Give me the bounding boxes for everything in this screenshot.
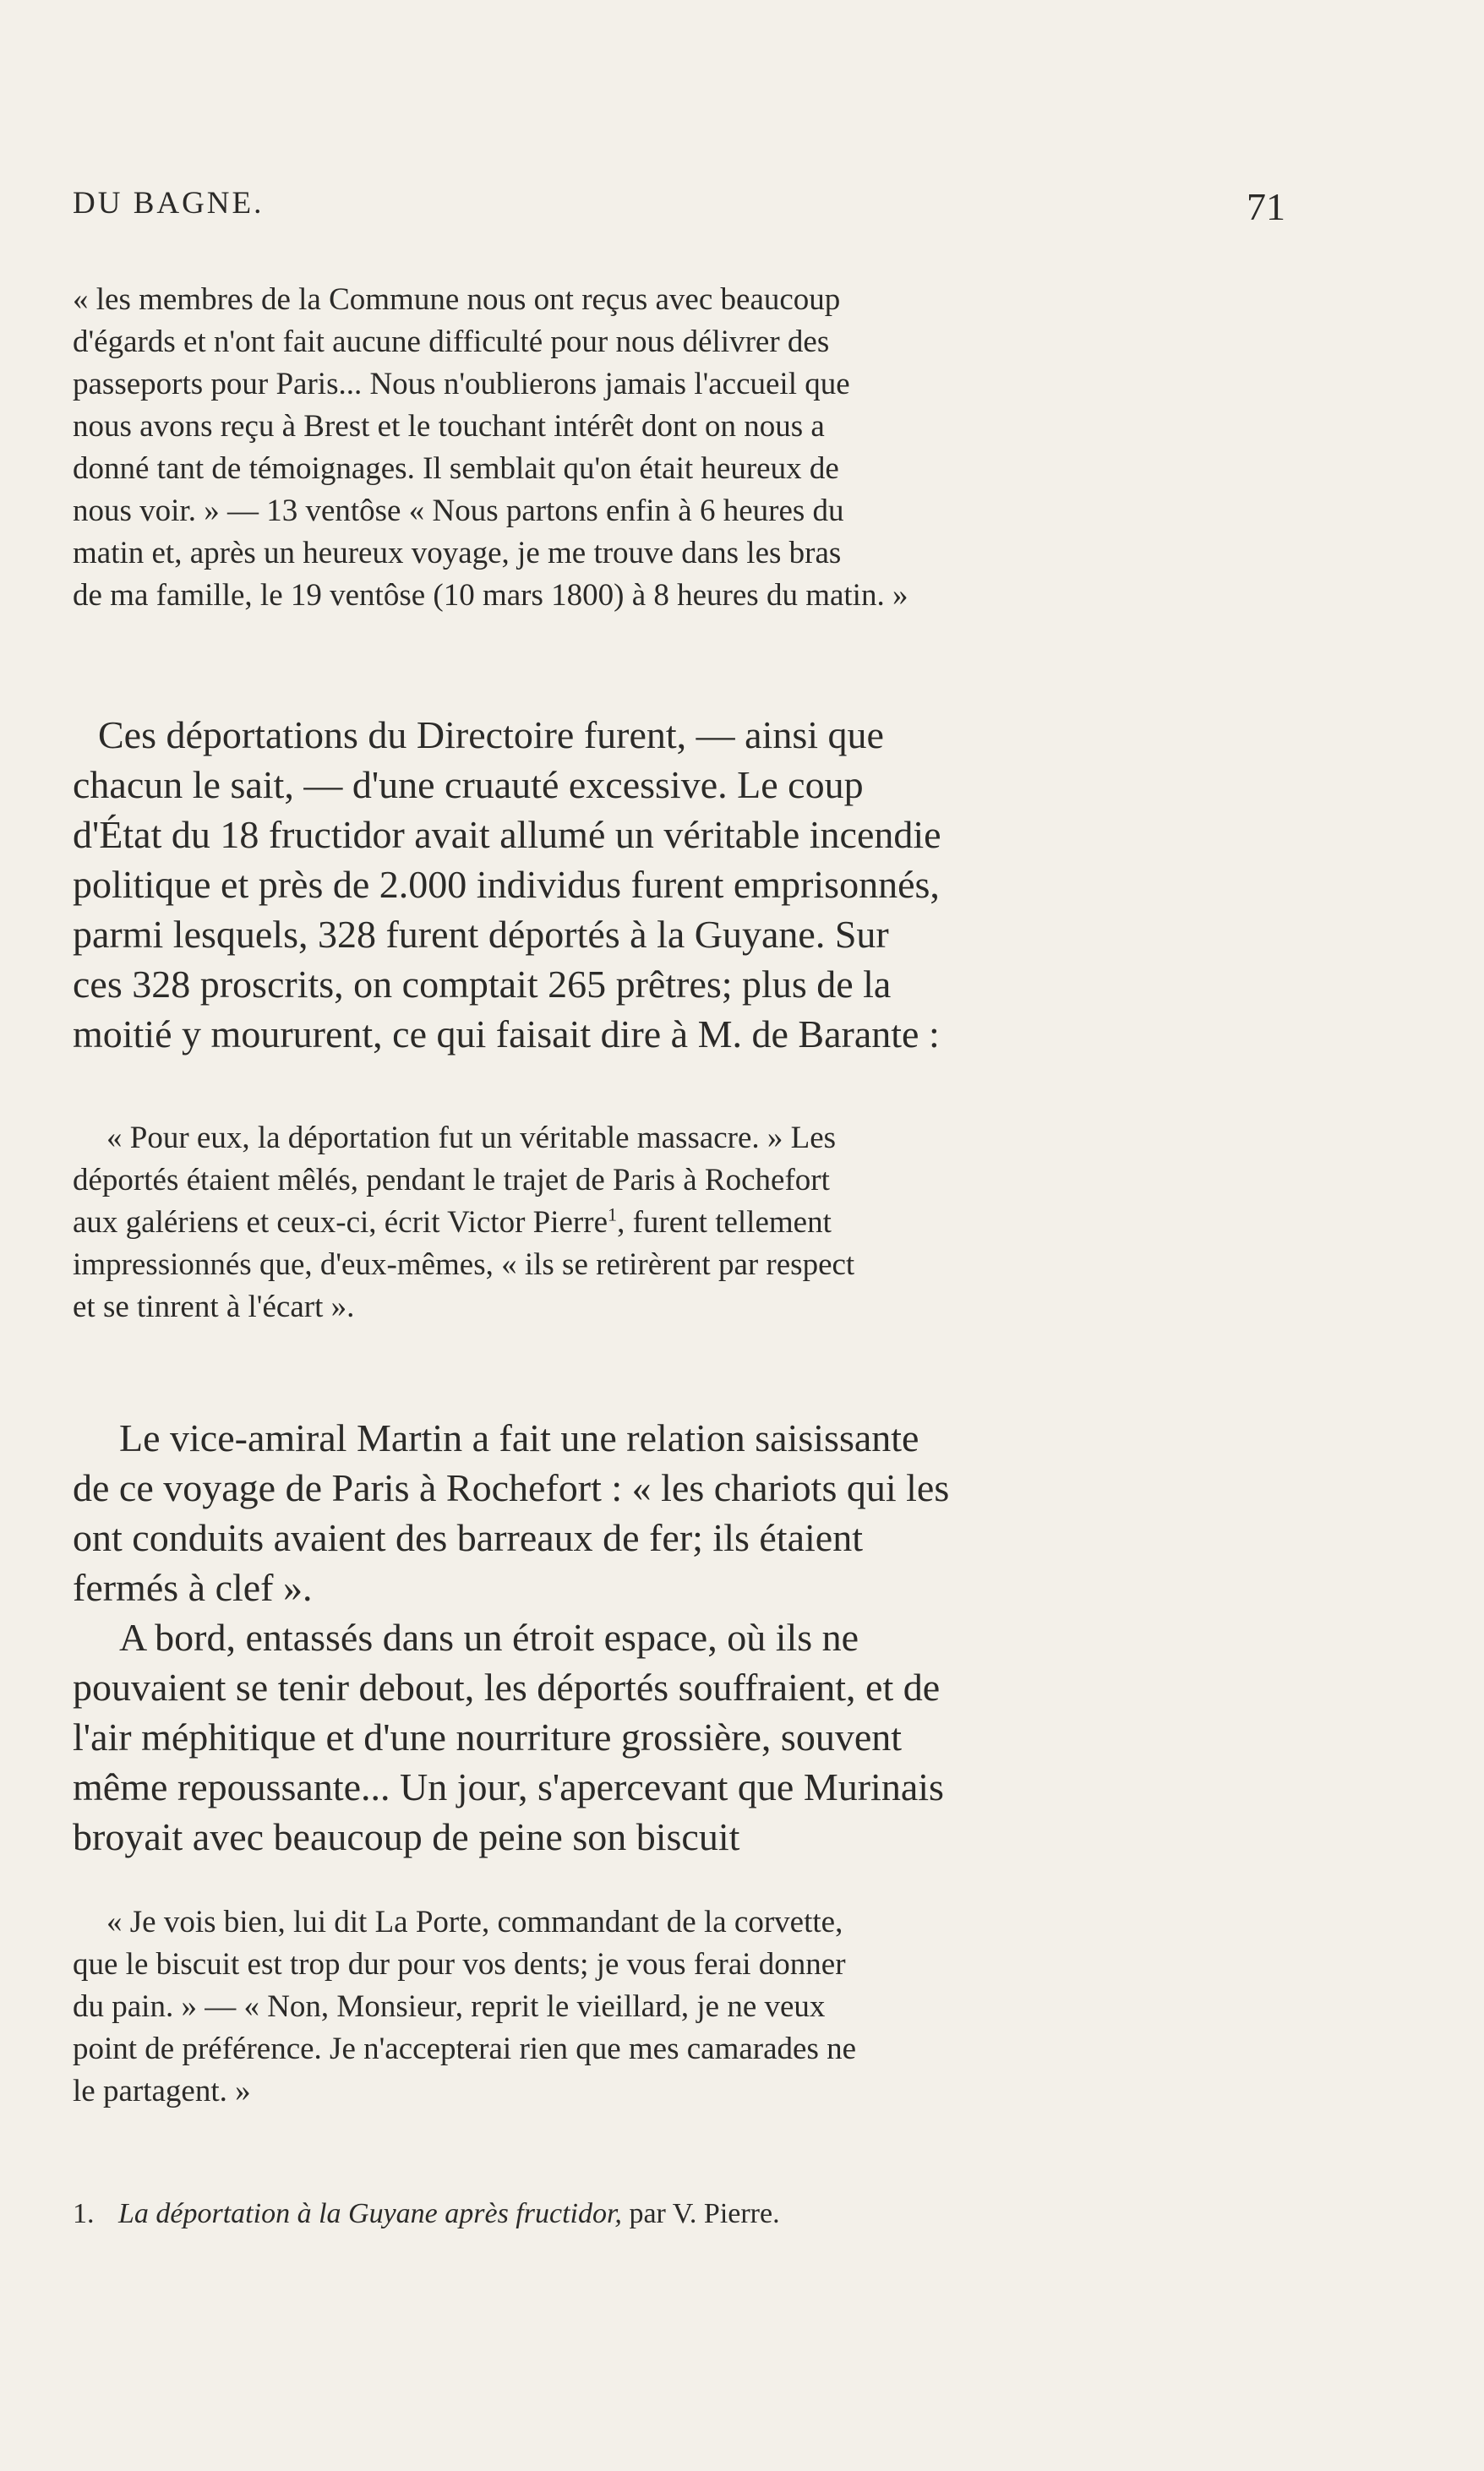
footnote-number: 1.	[73, 2198, 95, 2229]
paragraph-biscuit-quote	[73, 1901, 1305, 2113]
text-line: matin et, après un heureux voyage, je me trouve dans les bras	[73, 536, 842, 570]
text-line: chacun le sait, — d'une cruauté excessive. Le coup	[73, 763, 864, 806]
text-line: A bord, entassés dans un étroit espace, où ils ne	[119, 1616, 859, 1659]
text-line: nous avons reçu à Brest et le touchant intérêt dont on nous a	[73, 409, 825, 444]
text-line: passeports pour Paris... Nous n'oublierons jamais l'accueil que	[73, 367, 850, 401]
text-line: de ce voyage de Paris à Rochefort : « les chariots qui les	[73, 1466, 950, 1509]
paragraph-deportations	[73, 710, 1305, 1059]
footnote-author: par V. Pierre.	[629, 2198, 780, 2229]
text-line: broyait avec beaucoup de peine son biscuit	[73, 1815, 740, 1858]
text-line-with-footnote	[73, 1202, 1305, 1244]
text-line: moitié y moururent, ce qui faisait dire à M. de Barante :	[73, 1012, 940, 1055]
text-line: nous voir. » — 13 ventôse « Nous partons enfin à 6 heures du	[73, 494, 844, 528]
text-line: Le vice-amiral Martin a fait une relation saisissante	[119, 1416, 919, 1459]
paragraph-on-board	[73, 1612, 1305, 1862]
text-line: impressionnés que, d'eux-mêmes, « ils se retirèrent par respect	[73, 1247, 855, 1282]
paragraph-vice-admiral	[73, 1413, 1305, 1612]
text-line: de ma famille, le 19 ventôse (10 mars 1800) à 8 heures du matin. »	[73, 578, 908, 613]
text-line: « les membres de la Commune nous ont reçus avec beaucoup	[73, 282, 841, 317]
text-line: du pain. » — « Non, Monsieur, reprit le vieillard, je ne veux	[73, 1989, 826, 2024]
text-line: fermés à clef ».	[73, 1566, 313, 1609]
text-line: « Pour eux, la déportation fut un véritable massacre. » Les	[106, 1121, 837, 1155]
text-fragment: aux galériens et ceux-ci, écrit Victor Pierre	[73, 1205, 608, 1240]
text-line: d'égards et n'ont fait aucune difficulté pour nous délivrer des	[73, 325, 830, 359]
text-line: que le biscuit est trop dur pour vos dents; je vous ferai donner	[73, 1947, 846, 1982]
text-line: et se tinrent à l'écart ».	[73, 1290, 355, 1324]
text-line: pouvaient se tenir debout, les déportés souffraient, et de	[73, 1666, 941, 1709]
text-line: « Je vois bien, lui dit La Porte, commandant de la corvette,	[106, 1905, 843, 1939]
text-line: donné tant de témoignages. Il semblait qu'on était heureux de	[73, 451, 839, 486]
text-line: l'air méphitique et d'une nourriture grossière, souvent	[73, 1716, 903, 1759]
page-number: 71	[1247, 185, 1285, 228]
text-line: déportés étaient mêlés, pendant le trajet de Paris à Rochefort	[73, 1163, 830, 1197]
text-line: ces 328 proscrits, on comptait 265 prêtres; plus de la	[73, 963, 892, 1006]
text-line: politique et près de 2.000 individus furent emprisonnés,	[73, 863, 940, 906]
footnote-marker: 1	[608, 1203, 618, 1225]
text-line: d'État du 18 fructidor avait allumé un véritable incendie	[73, 813, 941, 856]
footnote	[73, 2196, 1305, 2233]
text-line: parmi lesquels, 328 furent déportés à la Guyane. Sur	[73, 913, 889, 956]
paragraph-massacre-quote	[73, 1117, 1305, 1328]
paragraph-letter-quote	[73, 279, 1305, 617]
text-line: le partagent. »	[73, 2074, 251, 2108]
text-fragment: , furent tellement	[617, 1205, 832, 1240]
text-line: Ces déportations du Directoire furent, — ainsi que	[98, 713, 884, 756]
text-line: ont conduits avaient des barreaux de fer; ils étaient	[73, 1516, 863, 1559]
footnote-title: La déportation à la Guyane après fructidor,	[118, 2198, 622, 2229]
text-line: même repoussante... Un jour, s'apercevant que Murinais	[73, 1765, 944, 1808]
text-line: point de préférence. Je n'accepterai rien que mes camarades ne	[73, 2032, 857, 2066]
running-head: DU BAGNE.	[73, 186, 265, 221]
